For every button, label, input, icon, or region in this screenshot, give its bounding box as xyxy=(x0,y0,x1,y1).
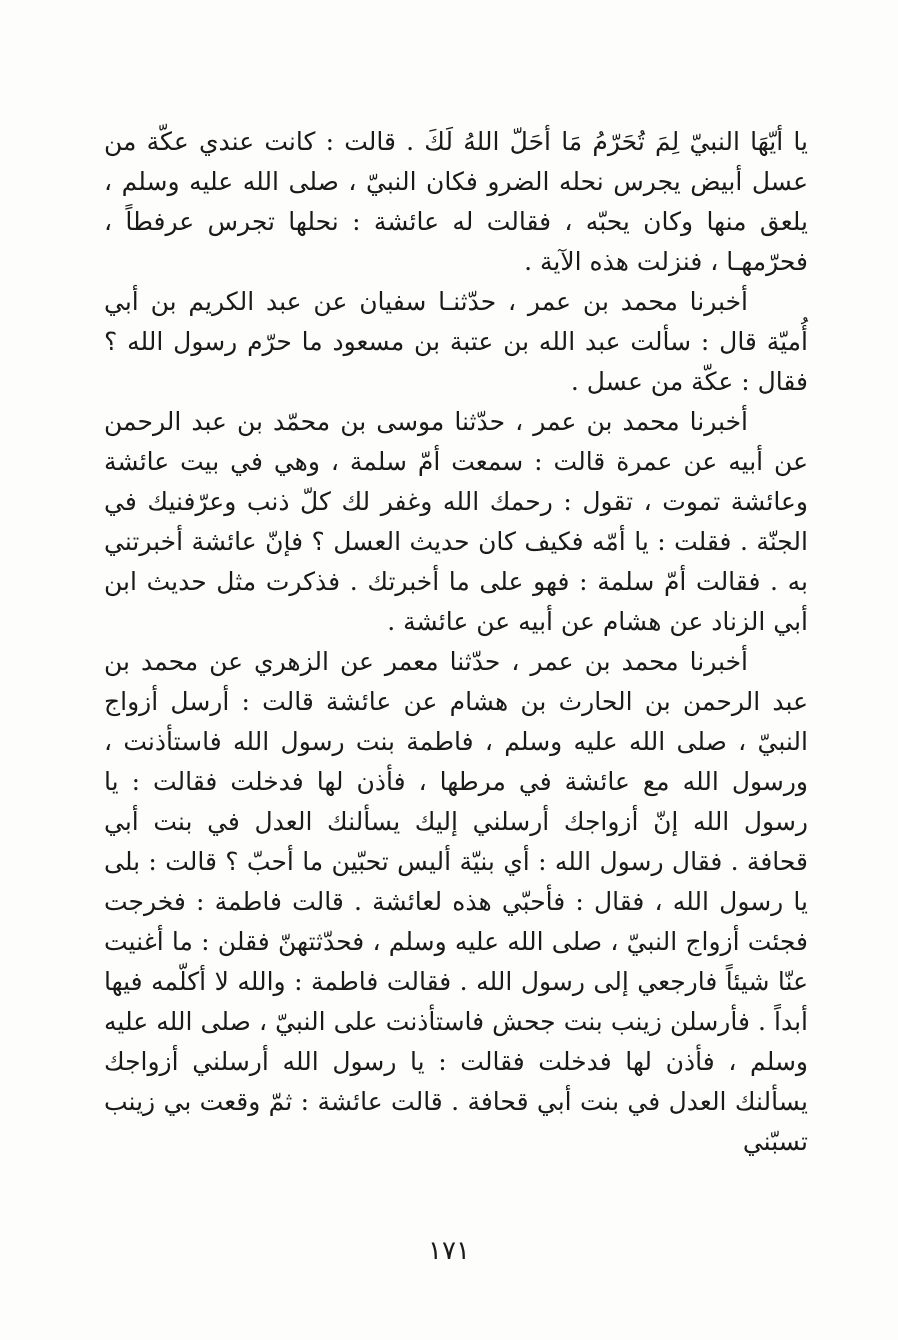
page-number: ١٧١ xyxy=(428,1236,470,1266)
paragraph-1: يا أيّهَا النبيّ لِمَ تُحَرّمُ مَا أحَلّ اللهُ لَكَ . قالت : كانت عندي عكّة من عسل أبيض يجرس نحله الضرو فكان النبيّ ، صلى الله عليه وسلم ، يلعق منها وكان يحبّه ، فقالت له عائشة : نحلها تجرس عرفطاً ، فحرّمهـا ، فنزلت هذه الآية . xyxy=(104,127,808,276)
page-body-text xyxy=(104,122,808,1162)
paragraph-3: أخبرنا محمد بن عمر ، حدّثنا موسى بن محمّد بن عبد الرحمن عن أبيه عن عمرة قالت : سمعت أمّ سلمة ، وهي في بيت عائشة وعائشة تموت ، تقول : رحمك الله وغفر لك كلّ ذنب وعرّفنيك في الجنّة . فقلت : يا أمّه فكيف كان حديث العسل ؟ فإنّ عائشة أخبرتني به . فقالت أمّ سلمة : فهو على ما أخبرتك . فذكرت مثل حديث ابن أبي الزناد عن هشام عن أبيه عن عائشة . xyxy=(104,407,808,636)
paragraph-2: أخبرنا محمد بن عمر ، حدّثنـا سفيان عن عبد الكريم بن أبي أُميّة قال : سألت عبد الله بن عتبة بن مسعود ما حرّم رسول الله ؟ فقال : عكّة من عسل . xyxy=(104,287,808,396)
paragraph-4: أخبرنا محمد بن عمر ، حدّثنا معمر عن الزهري عن محمد بن عبد الرحمن بن الحارث بن هشام عن عائشة قالت : أرسل أزواج النبيّ ، صلى الله عليه وسلم ، فاطمة بنت رسول الله فاستأذنت ، ورسول الله مع عائشة في مرطها ، فأذن لها فدخلت فقالت : يا رسول الله إنّ أزواجك أرسلني إليك يسألنك العدل في بنت أبي قحافة . فقال رسول الله : أي بنيّة أليس تحبّين ما أحبّ ؟ قالت : بلى يا رسول الله ، فقال : فأحبّي هذه لعائشة . قالت فاطمة : فخرجت فجئت أزواج النبيّ ، صلى الله عليه وسلم ، فحدّثتهنّ فقلن : ما أغنيت عنّا شيئاً فارجعي إلى رسول الله . فقالت فاطمة : والله لا أكلّمه فيها أبداً . فأرسلن زينب بنت جحش فاستأذنت على النبيّ ، صلى الله عليه وسلم ، فأذن لها فدخلت فقالت : يا رسول الله أرسلني أزواجك يسألنك العدل في بنت أبي قحافة . قالت عائشة : ثمّ وقعت بي زينب تسبّني xyxy=(104,647,808,1156)
